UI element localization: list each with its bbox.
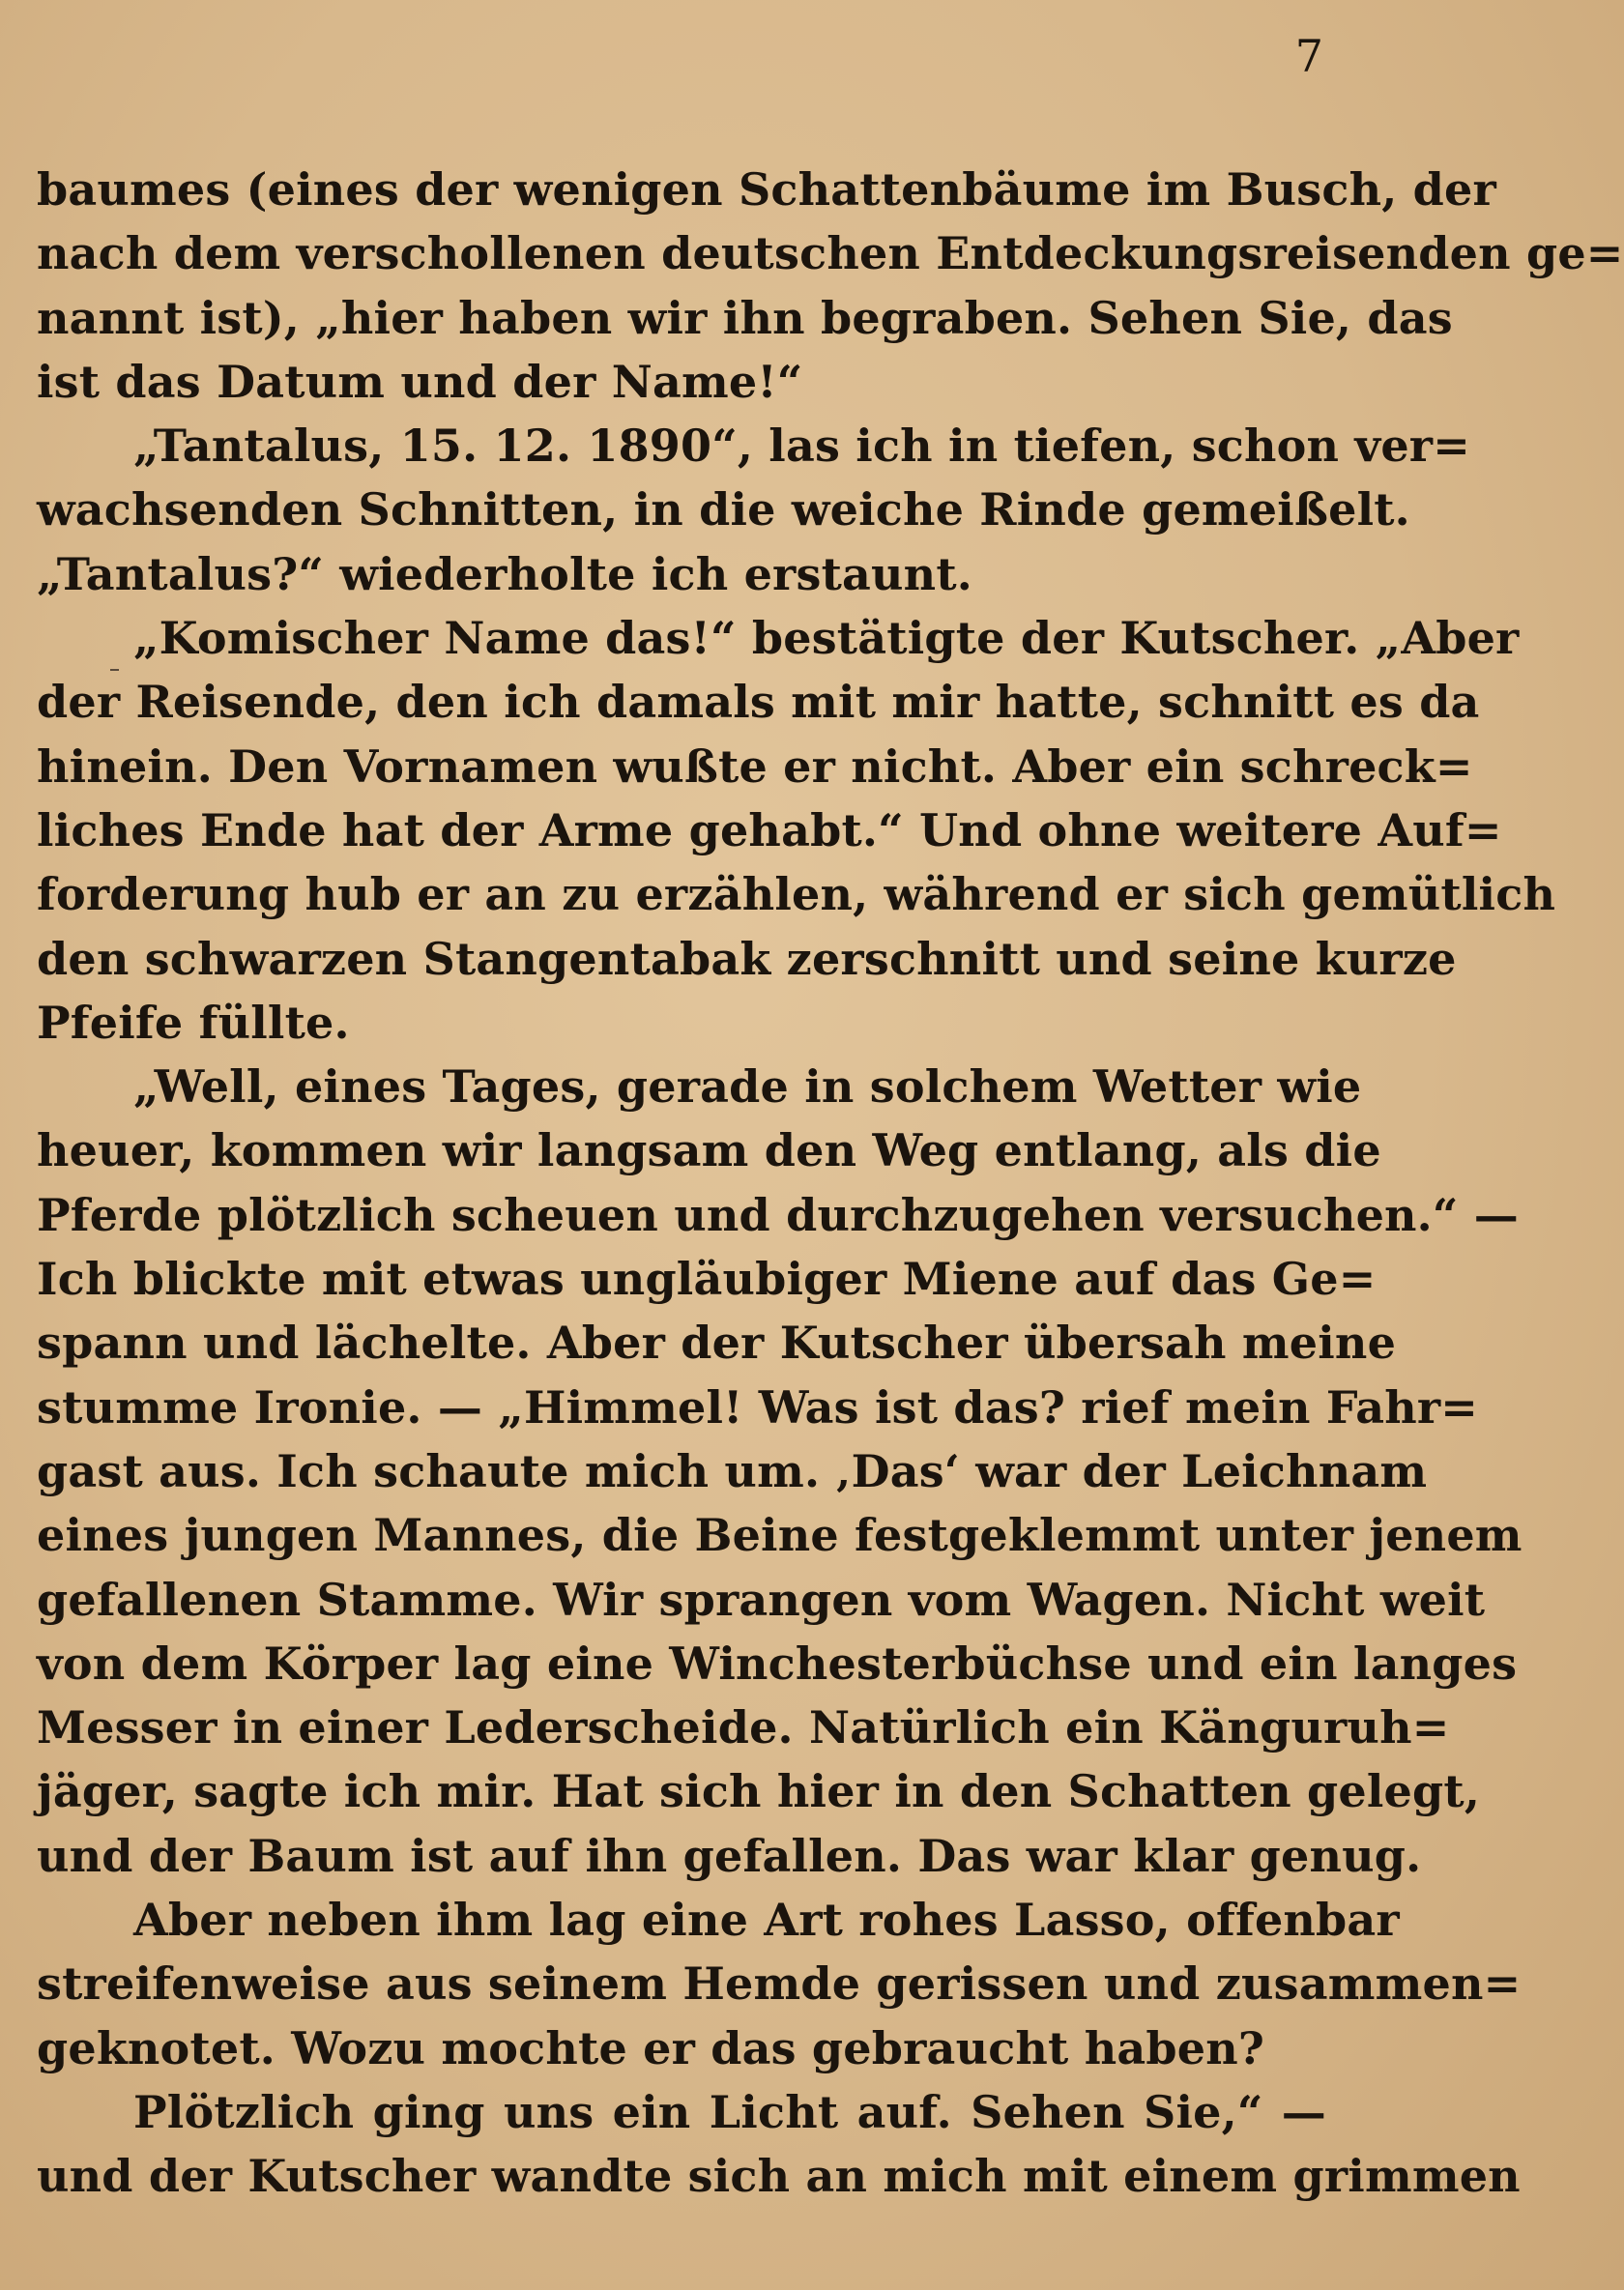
text-line: stumme Ironie. — „Himmel! Was ist das? rief mein Fahr= [37,1380,1479,1434]
text-line: nach dem verschollenen deutschen Entdeckungsreisenden ge= [37,227,1624,280]
text-line: Messer in einer Lederscheide. Natürlich ein Känguruh= [37,1701,1450,1754]
text-line: Pferde plötzlich scheuen und durchzugehen versuchen.“ — [37,1188,1519,1241]
text-line: forderung hub er an zu erzählen, während er sich gemütlich [37,868,1556,921]
text-line: den schwarzen Stangentabak zerschnitt und seine kurze [37,932,1457,985]
text-line: heuer, kommen wir langsam den Weg entlang, als die [37,1124,1381,1177]
page-number: 7 [1294,30,1323,82]
text-line: wachsenden Schnitten, in die weiche Rinde gemeißelt. [37,483,1410,536]
text-line: hinein. Den Vornamen wußte er nicht. Aber ein schreck= [37,739,1473,793]
text-line: nannt ist), „hier haben wir ihn begraben. Sehen Sie, das [37,291,1453,344]
text-line: „Well, eines Tages, gerade in solchem Wetter wie [133,1060,1362,1114]
text-line: geknotet. Wozu mochte er das gebraucht haben? [37,2021,1265,2074]
text-line: „Komischer Name das!“ bestätigte der Kutscher. „Aber [133,612,1520,665]
text-line: eines jungen Mannes, die Beine festgeklemmt unter jenem [37,1509,1522,1562]
text-line: baumes (eines der wenigen Schattenbäume im Busch, der [37,163,1496,216]
text-line: und der Kutscher wandte sich an mich mit einem grimmen [37,2150,1521,2203]
text-line: gast aus. Ich schaute mich um. ‚Das‘ war der Leichnam [37,1444,1428,1497]
text-line: „Tantalus, 15. 12. 1890“, las ich in tiefen, schon ver= [133,420,1470,473]
body-text [37,158,1624,2209]
text-line: Ich blickte mit etwas ungläubiger Miene auf das Ge= [37,1253,1377,1306]
text-line: ist das Datum und der Name!“ [37,355,803,408]
text-line: gefallenen Stamme. Wir sprangen vom Wagen. Nicht weit [37,1573,1486,1626]
text-line: Plötzlich ging uns ein Licht auf. Sehen Sie,“ — [133,2085,1326,2138]
text-line: streifenweise aus seinem Hemde gerissen und zusammen= [37,1957,1522,2011]
text-line: der Reisende, den ich damals mit mir hatte, schnitt es da [37,676,1480,729]
text-line: Pfeife füllte. [37,996,350,1049]
text-line: „Tantalus?“ wiederholte ich erstaunt. [37,547,972,600]
text-line: spann und lächelte. Aber der Kutscher übersah meine [37,1317,1397,1370]
text-line: liches Ende hat der Arme gehabt.“ Und ohne weitere Auf= [37,803,1502,856]
text-line: und der Baum ist auf ihn gefallen. Das war klar genug. [37,1829,1422,1882]
text-line: Aber neben ihm lag eine Art rohes Lasso, offenbar [133,1894,1400,1947]
text-line: jäger, sagte ich mir. Hat sich hier in den Schatten gelegt, [37,1765,1481,1818]
text-line: von dem Körper lag eine Winchesterbüchse und ein langes [37,1637,1518,1690]
